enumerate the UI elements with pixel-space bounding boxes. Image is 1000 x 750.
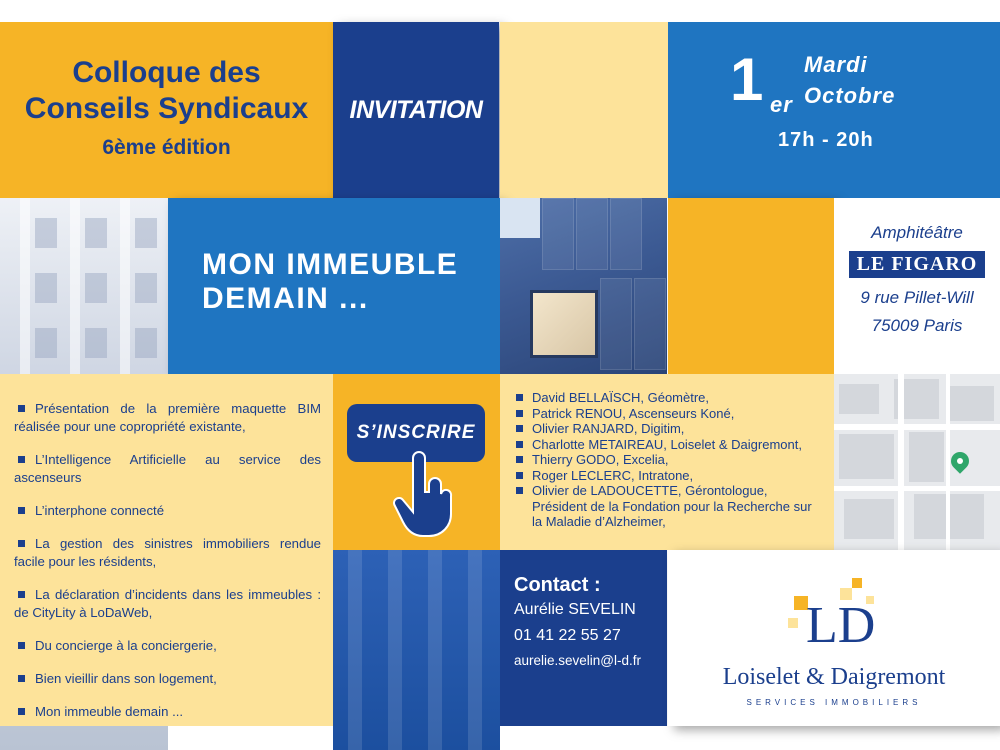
svg-text:LD: LD	[806, 597, 876, 654]
bullet-icon	[516, 472, 523, 479]
register-button[interactable]: S’INSCRIRE	[347, 404, 485, 462]
map-pin-icon	[947, 448, 972, 473]
speaker-detail: Président de la Fondation pour la Recherche sur	[532, 498, 812, 514]
yellow-block-mid	[668, 198, 834, 374]
location-map[interactable]	[834, 374, 1000, 550]
bullet-icon	[18, 456, 25, 463]
speaker-item: Olivier RANJARD, Digitim,	[516, 421, 824, 437]
speaker-item: Olivier de LADOUCETTE, Gérontologue,	[516, 483, 824, 499]
date-block	[668, 22, 1000, 198]
building-photo	[500, 198, 667, 374]
invitation-label: INVITATION	[349, 95, 483, 124]
speaker-item: Patrick RENOU, Ascenseurs Koné,	[516, 406, 824, 422]
topic-item: Mon immeuble demain ...	[14, 703, 321, 721]
speaker-item: Thierry GODO, Excelia,	[516, 452, 824, 468]
event-time: 17h - 20h	[778, 129, 874, 151]
title-block	[0, 22, 333, 198]
contact-block	[500, 550, 667, 726]
headline-block	[168, 198, 500, 374]
brand-logo-block	[668, 550, 1000, 726]
topic-item: Présentation de la première maquette BIM réalisée pour une copropriété existante,	[14, 401, 321, 434]
bullet-icon	[516, 456, 523, 463]
headline-line1: MON IMMEUBLE	[202, 248, 459, 281]
building-photo-bottom	[333, 550, 500, 750]
bullet-icon	[18, 591, 25, 598]
invitation-block	[333, 22, 499, 198]
event-edition: 6ème édition	[102, 136, 231, 159]
venue-block	[834, 198, 1000, 374]
date-number: 1	[730, 46, 764, 113]
venue-name: Amphitéâtre	[871, 223, 963, 242]
topic-item: Bien vieillir dans son logement,	[14, 670, 321, 688]
date-day: Mardi	[804, 52, 868, 77]
contact-title: Contact :	[514, 574, 601, 596]
bullet-icon	[18, 642, 25, 649]
contact-phone: 01 41 22 55 27	[514, 627, 621, 644]
bullet-icon	[516, 441, 523, 448]
bullet-icon	[516, 394, 523, 401]
headline-line2: DEMAIN ...	[202, 282, 369, 315]
bullet-icon	[18, 708, 25, 715]
facade-photo-left	[0, 198, 168, 374]
speaker-item: Roger LECLERC, Intratone,	[516, 468, 824, 484]
loiselet-daigremont-logo-icon	[788, 578, 888, 656]
speaker-item: Charlotte METAIREAU, Loiselet & Daigremont,	[516, 437, 824, 453]
topic-item: L’Intelligence Artificielle au service des ascenseurs	[14, 452, 321, 485]
topics-list	[0, 374, 333, 726]
cream-block-top	[500, 22, 668, 198]
speaker-detail: la Maladie d’Alzheimer,	[532, 514, 666, 529]
date-suffix: er	[770, 92, 793, 117]
date-month: Octobre	[804, 83, 896, 108]
speaker-item: David BELLAÏSCH, Géomètre,	[516, 390, 824, 406]
headline	[202, 248, 458, 316]
event-title-line1: Colloque des	[72, 56, 261, 89]
topic-item: Du concierge à la conciergerie,	[14, 637, 321, 655]
topic-item: La déclaration d’incidents dans les immeubles : de CityLity à LoDaWeb,	[14, 587, 321, 620]
bullet-icon	[516, 410, 523, 417]
bullet-icon	[18, 540, 25, 547]
topic-item: La gestion des sinistres immobiliers rendue facile pour les résidents,	[14, 536, 321, 569]
brand-subtitle: SERVICES IMMOBILIERS	[746, 698, 922, 707]
bullet-icon	[516, 425, 523, 432]
bullet-icon	[18, 675, 25, 682]
le-figaro-logo: LE FIGARO	[849, 251, 986, 278]
contact-email[interactable]: aurelie.sevelin@l-d.fr	[514, 653, 642, 668]
brand-name: Loiselet & Daigremont	[722, 664, 946, 690]
pointing-hand-icon	[393, 450, 455, 540]
venue-address-city: 75009 Paris	[871, 316, 963, 335]
speakers-list	[500, 374, 834, 550]
topic-item: L’interphone connecté	[14, 502, 321, 520]
bullet-icon	[18, 507, 25, 514]
contact-name: Aurélie SEVELIN	[514, 601, 636, 618]
register-block	[333, 374, 500, 550]
bullet-icon	[18, 405, 25, 412]
bullet-icon	[516, 487, 523, 494]
event-title-line2: Conseils Syndicaux	[24, 92, 309, 125]
venue-address-street: 9 rue Pillet-Will	[860, 288, 974, 307]
